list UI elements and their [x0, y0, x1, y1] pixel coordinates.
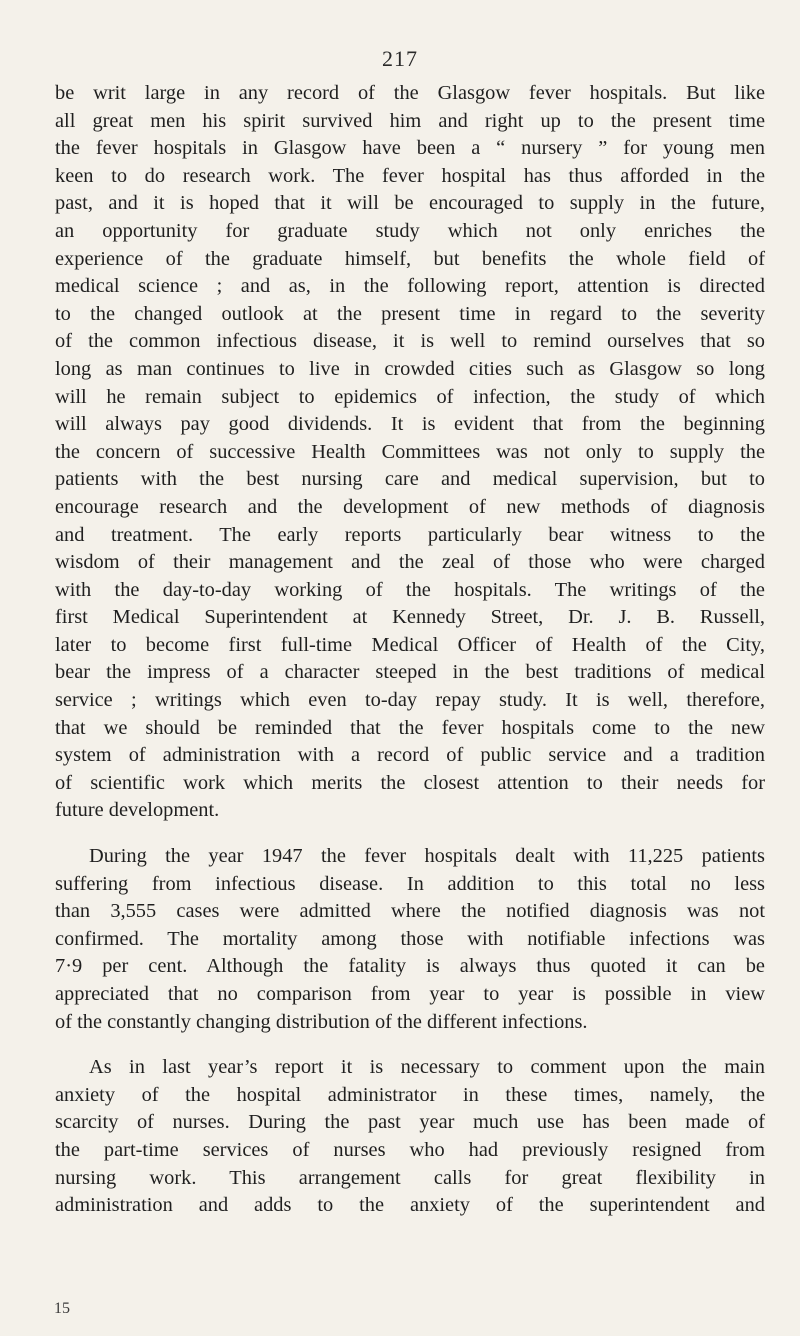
text-line: medical science ; and as, in the following report, attention is directed: [55, 275, 765, 298]
text-line: be writ large in any record of the Glasgow fever hospitals. But like: [55, 82, 765, 104]
text-line: long as man continues to live in crowded cities such as Glasgow so long: [55, 357, 765, 380]
text-line: of the constantly changing distribution of the different infections.: [55, 1010, 588, 1033]
text-line: that we should be reminded that the fever hospitals come to the new: [55, 716, 765, 739]
paragraph-spacer: [55, 1036, 765, 1054]
text-line: later to become first full-time Medical Officer of Health of the City,: [55, 633, 765, 656]
text-line: of scientific work which merits the closest attention to their needs for: [55, 771, 765, 794]
text-line: to the changed outlook at the present time in regard to the severity: [55, 302, 765, 325]
text-line: administration and adds to the anxiety of the superintendent and: [55, 1194, 765, 1217]
text-line: scarcity of nurses. During the past year much use has been made of: [55, 1111, 765, 1134]
text-line: will always pay good dividends. It is evident that from the beginning: [55, 413, 765, 436]
text-line: encourage research and the development of new methods of diagnosis: [55, 495, 765, 518]
text-line: During the year 1947 the fever hospitals dealt with 11,225 patients: [89, 845, 765, 868]
text-line: of the common infectious disease, it is well to remind ourselves that so: [55, 330, 765, 353]
text-line: service ; writings which even to-day repay study. It is well, therefore,: [55, 689, 765, 712]
paragraph-spacer: [55, 825, 765, 843]
text-line: confirmed. The mortality among those with notifiable infections was: [55, 927, 765, 950]
paragraph-3: [55, 1054, 765, 1220]
text-line: 7·9 per cent. Although the fatality is always thus quoted it can be: [55, 955, 765, 978]
text-line: and treatment. The early reports particularly bear witness to the: [55, 523, 765, 546]
text-line: As in last year’s report it is necessary to comment upon the main: [89, 1056, 765, 1079]
text-line: appreciated that no comparison from year to year is possible in view: [55, 983, 765, 1005]
text-line: will he remain subject to epidemics of infection, the study of which: [55, 385, 765, 408]
text-line: the fever hospitals in Glasgow have been a “ nursery ” for young men: [55, 137, 765, 160]
text-line: patients with the best nursing care and medical supervision, but to: [55, 468, 765, 491]
page-number: 217: [382, 46, 418, 71]
signature-mark: 15: [54, 1300, 70, 1317]
text-line: all great men his spirit survived him and right up to the present time: [55, 109, 765, 132]
text-line: an opportunity for graduate study which not only enriches the: [55, 219, 765, 242]
text-line: suffering from infectious disease. In addition to this total no less: [55, 872, 765, 895]
text-line: with the day-to-day working of the hospitals. The writings of the: [55, 578, 765, 601]
paragraph-2: [55, 843, 765, 1036]
text-line: the concern of successive Health Committees was not only to supply the: [55, 440, 765, 463]
text-line: the part-time services of nurses who had previously resigned from: [55, 1138, 765, 1161]
text-line: system of administration with a record of public service and a tradition: [55, 744, 765, 767]
text-line: wisdom of their management and the zeal of those who were charged: [55, 551, 765, 574]
text-line: experience of the graduate himself, but benefits the whole field of: [55, 247, 765, 270]
text-line: first Medical Superintendent at Kennedy Street, Dr. J. B. Russell,: [55, 606, 765, 629]
text-line: bear the impress of a character steeped in the best traditions of medical: [55, 661, 765, 684]
text-line: anxiety of the hospital administrator in these times, namely, the: [55, 1083, 765, 1106]
body-text: [55, 80, 765, 1220]
text-line: than 3,555 cases were admitted where the notified diagnosis was not: [55, 900, 765, 923]
text-line: keen to do research work. The fever hospital has thus afforded in the: [55, 164, 765, 187]
text-line: past, and it is hoped that it will be encouraged to supply in the future,: [55, 192, 765, 215]
text-line: nursing work. This arrangement calls for great flexibility in: [55, 1166, 765, 1189]
text-line: future development.: [55, 799, 220, 822]
paragraph-1: [55, 80, 765, 825]
